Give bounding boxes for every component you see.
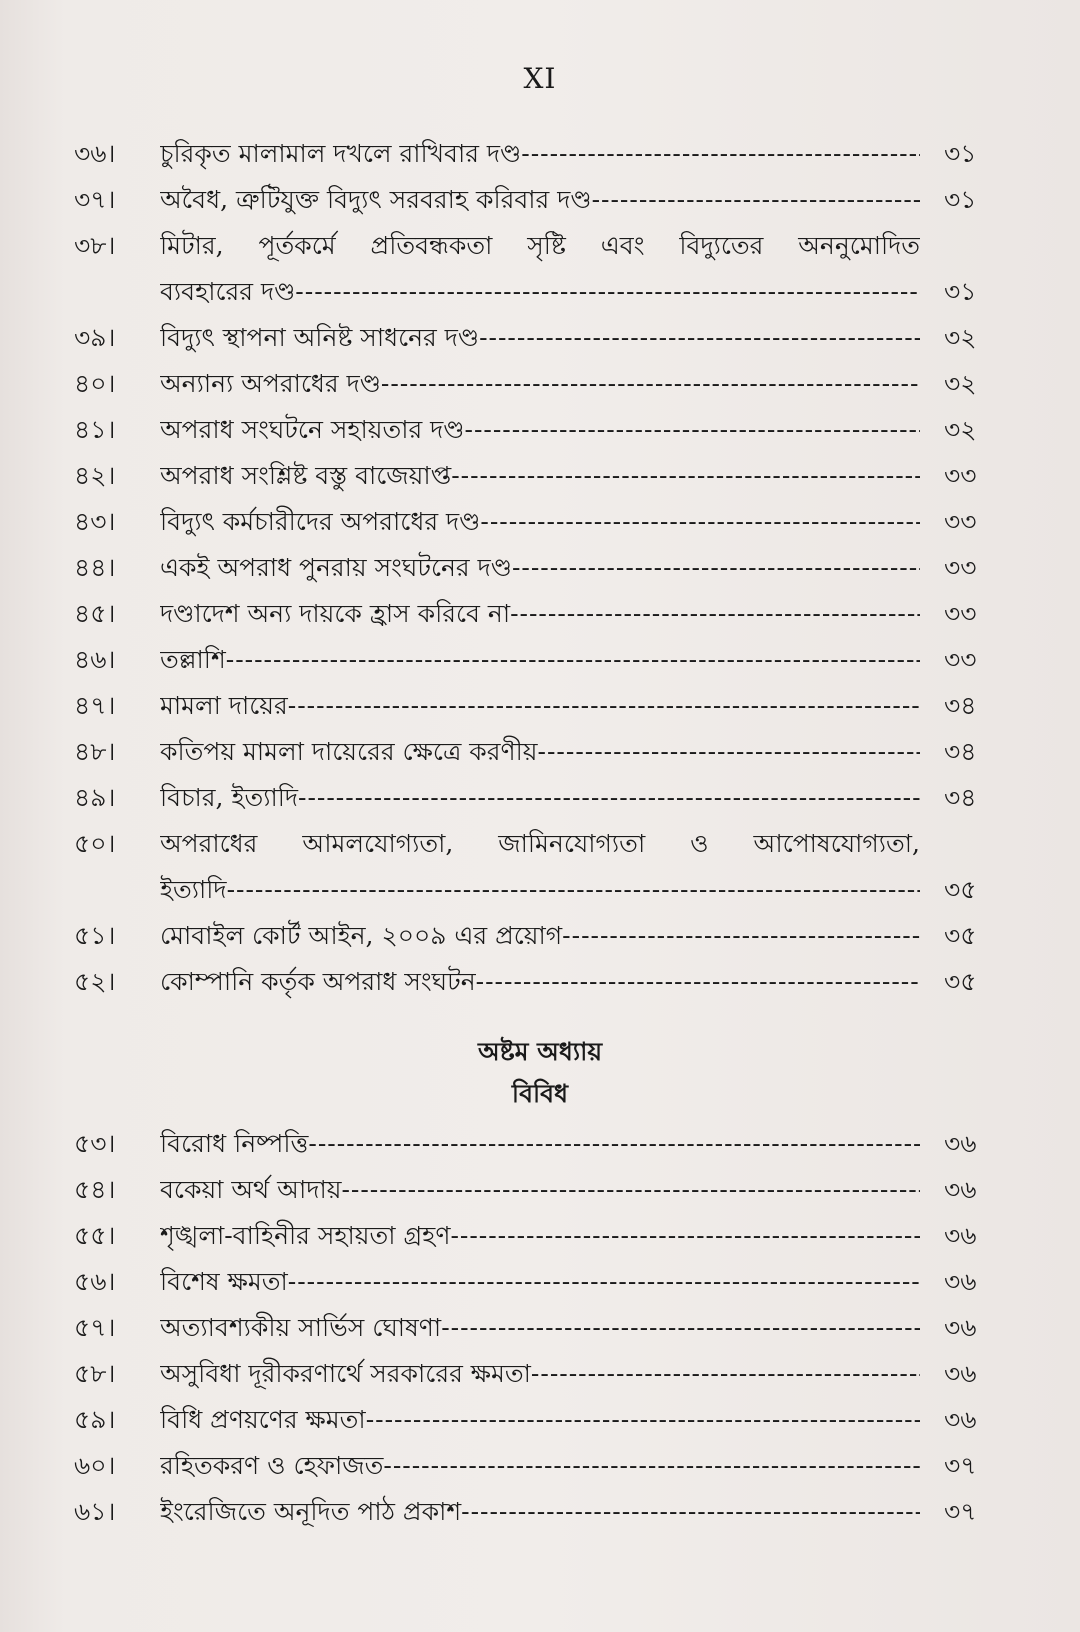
- entry-number: ৬১।: [74, 1497, 116, 1526]
- entry-title: অবৈধ, ত্রুটিযুক্ত বিদ্যুৎ সরবরাহ করিবার দণ্ড -----: [160, 178, 920, 222]
- chapter-subheading: বিবিধ: [511, 1079, 569, 1108]
- entry-page: ৩৬: [944, 1221, 977, 1250]
- entry-title: চুরিকৃত মালামাল দখলে রাখিবার দণ্ড -----: [160, 132, 920, 176]
- entry-number: ৫৫।: [74, 1221, 116, 1250]
- entry-page: ৩৫: [944, 921, 977, 950]
- toc-entry-59: [0, 1398, 1080, 1442]
- entry-number: ৪৫।: [74, 599, 116, 628]
- entry-title: ইত্যাদি -----: [160, 868, 920, 912]
- entry-number: ৪৬।: [74, 645, 116, 674]
- entry-number: ৫২।: [74, 967, 116, 996]
- entry-title-line1: অপরাধের আমলযোগ্যতা, জামিনযোগ্যতা ও আপোষযোগ্যতা,: [160, 829, 920, 858]
- toc-entry-47: [0, 684, 1080, 728]
- entry-page: ৩৪: [944, 737, 977, 766]
- toc-entry-52: [0, 960, 1080, 1004]
- entry-page: ৩৫: [944, 967, 977, 996]
- entry-title: বিশেষ ক্ষমতা -----: [160, 1260, 920, 1304]
- entry-number: ৫৭।: [74, 1313, 116, 1342]
- entry-title: বিদ্যুৎ কর্মচারীদের অপরাধের দণ্ড -----: [160, 500, 920, 544]
- entry-title: অত্যাবশ্যকীয় সার্ভিস ঘোষণা -----: [160, 1306, 920, 1350]
- entry-title-line1: মিটার, পূর্তকর্মে প্রতিবন্ধকতা সৃষ্টি এবং বিদ্যুতের অননুমোদিত: [160, 231, 920, 260]
- entry-page: ৩৩: [944, 645, 977, 674]
- entry-number: ৪০।: [74, 369, 116, 398]
- entry-title: একই অপরাধ পুনরায় সংঘটনের দণ্ড -----: [160, 546, 920, 590]
- entry-page: ৩৪: [944, 691, 977, 720]
- entry-number: ৩৭।: [74, 185, 116, 214]
- entry-page: ৩৫: [944, 875, 977, 904]
- entry-title: বিচার, ইত্যাদি -----: [160, 776, 920, 820]
- toc-entry-41: [0, 408, 1080, 452]
- entry-page: ৩৩: [944, 461, 977, 490]
- entry-page: ৩১: [944, 277, 977, 306]
- toc-entry-36: [0, 132, 1080, 176]
- entry-page: ৩৪: [944, 783, 977, 812]
- entry-title: বকেয়া অর্থ আদায় -----: [160, 1168, 920, 1212]
- entry-number: ৫৮।: [74, 1359, 116, 1388]
- entry-number: ৪১।: [74, 415, 116, 444]
- toc-entry-58: [0, 1352, 1080, 1396]
- entry-title: কতিপয় মামলা দায়েরের ক্ষেত্রে করণীয় -----: [160, 730, 920, 774]
- toc-entry-38-line1: [0, 224, 1080, 268]
- entry-number: ৩৮।: [74, 231, 116, 260]
- toc-entry-57: [0, 1306, 1080, 1350]
- entry-number: ৪৯।: [74, 783, 116, 812]
- entry-number: ৩৬।: [74, 139, 116, 168]
- entry-number: ৪৪।: [74, 553, 116, 582]
- entry-page: ৩৬: [944, 1313, 977, 1342]
- entry-page: ৩৩: [944, 553, 977, 582]
- entry-number: ৪৩।: [74, 507, 116, 536]
- entry-page: ৩১: [944, 139, 977, 168]
- toc-entry-54: [0, 1168, 1080, 1212]
- toc-entry-38-line2: [0, 270, 1080, 314]
- entry-page: ৩১: [944, 185, 977, 214]
- entry-title: ব্যবহারের দণ্ড -----: [160, 270, 920, 314]
- toc-entry-61: [0, 1490, 1080, 1534]
- toc-entry-42: [0, 454, 1080, 498]
- entry-title: অসুবিধা দূরীকরণার্থে সরকারের ক্ষমতা -----: [160, 1352, 920, 1396]
- entry-number: ৪৮।: [74, 737, 116, 766]
- entry-page: ৩২: [944, 323, 977, 352]
- entry-title: দণ্ডাদেশ অন্য দায়কে হ্রাস করিবে না -----: [160, 592, 920, 636]
- toc-entry-50-line2: [0, 868, 1080, 912]
- toc-entry-60: [0, 1444, 1080, 1488]
- entry-page: ৩৬: [944, 1359, 977, 1388]
- toc-entry-40: [0, 362, 1080, 406]
- toc-entry-49: [0, 776, 1080, 820]
- entry-page: ৩২: [944, 369, 977, 398]
- entry-page: ৩৬: [944, 1175, 977, 1204]
- entry-number: ৫৪।: [74, 1175, 116, 1204]
- toc-entry-50-line1: [0, 822, 1080, 866]
- chapter-heading: অষ্টম অধ্যায়: [477, 1037, 603, 1066]
- toc-entry-55: [0, 1214, 1080, 1258]
- entry-number: ৫১।: [74, 921, 116, 950]
- entry-title: কোম্পানি কর্তৃক অপরাধ সংঘটন -----: [160, 960, 920, 1004]
- page-number-header: XI: [523, 62, 557, 95]
- toc-entry-48: [0, 730, 1080, 774]
- entry-title: অন্যান্য অপরাধের দণ্ড -----: [160, 362, 920, 406]
- entry-number: ৫৬।: [74, 1267, 116, 1296]
- toc-entry-37: [0, 178, 1080, 222]
- entry-page: ৩৬: [944, 1267, 977, 1296]
- entry-title: অপরাধ সংঘটনে সহায়তার দণ্ড -----: [160, 408, 920, 452]
- entry-page: ৩৩: [944, 599, 977, 628]
- toc-entry-51: [0, 914, 1080, 958]
- entry-number: ৫০।: [74, 829, 116, 858]
- entry-number: ৬০।: [74, 1451, 116, 1480]
- entry-page: ৩৭: [944, 1497, 977, 1526]
- entry-title: শৃঙ্খলা-বাহিনীর সহায়তা গ্রহণ -----: [160, 1214, 920, 1258]
- entry-title: মোবাইল কোর্ট আইন, ২০০৯ এর প্রয়োগ -----: [160, 914, 920, 958]
- entry-number: ৫৩।: [74, 1129, 116, 1158]
- toc-entry-45: [0, 592, 1080, 636]
- entry-number: ৩৯।: [74, 323, 116, 352]
- entry-number: ৪২।: [74, 461, 116, 490]
- entry-title: বিধি প্রণয়ণের ক্ষমতা -----: [160, 1398, 920, 1442]
- entry-number: ৫৯।: [74, 1405, 116, 1434]
- toc-entry-39: [0, 316, 1080, 360]
- entry-page: ৩৬: [944, 1405, 977, 1434]
- entry-title: বিদ্যুৎ স্থাপনা অনিষ্ট সাধনের দণ্ড -----: [160, 316, 920, 360]
- entry-page: ৩৭: [944, 1451, 977, 1480]
- toc-entry-43: [0, 500, 1080, 544]
- toc-entry-53: [0, 1122, 1080, 1166]
- entry-title: বিরোধ নিষ্পত্তি -----: [160, 1122, 920, 1166]
- toc-entry-56: [0, 1260, 1080, 1304]
- entry-page: ৩৬: [944, 1129, 977, 1158]
- entry-page: ৩২: [944, 415, 977, 444]
- entry-title: তল্লাশি -----: [160, 638, 920, 682]
- entry-number: ৪৭।: [74, 691, 116, 720]
- toc-entry-44: [0, 546, 1080, 590]
- entry-title: অপরাধ সংশ্লিষ্ট বস্তু বাজেয়াপ্ত -----: [160, 454, 920, 498]
- entry-title: রহিতকরণ ও হেফাজত -----: [160, 1444, 920, 1488]
- entry-page: ৩৩: [944, 507, 977, 536]
- entry-title: ইংরেজিতে অনূদিত পাঠ প্রকাশ -----: [160, 1490, 920, 1534]
- toc-entry-46: [0, 638, 1080, 682]
- entry-title: মামলা দায়ের -----: [160, 684, 920, 728]
